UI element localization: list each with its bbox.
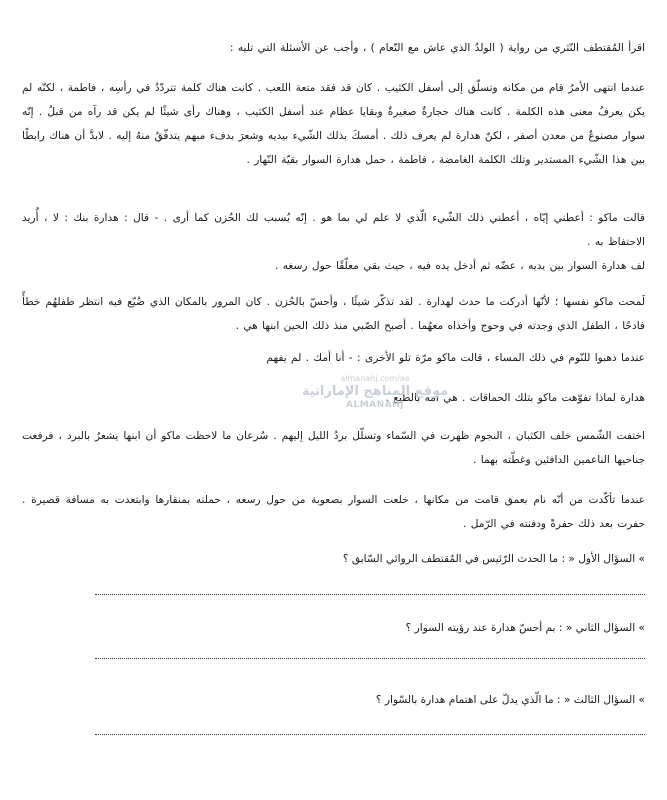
answer-line-2[interactable] xyxy=(95,646,645,659)
passage-paragraph-2: قالت ماكو : أعطني إيّاه ، أعطني ذلك الشّيء الّذي لا علم لي بما هو . إنّه يُسبب لك الحُزن كما أرى . - قال : هدارة بنك : لا ، أُريد الاحتفاظ به . xyxy=(22,212,645,248)
question-3: » السؤال الثالث « : ما الّذي يدلّ على اهتمام هدارة بالسّوار ؟ xyxy=(375,694,645,706)
question-2: » السؤال الثاني « : بم أحسّ هدارة عند رؤيته السوار ؟ xyxy=(405,622,645,634)
passage-paragraph-8: عندما تأكّدت من أنّه نام بعمق قامت من مكانها ، خلعت السوار بصعوبة من حول رسغه ، حملته بمنقارها وابتعدت به مسافة قصيرة . حفرت بعد ذلك حفرةً ودفنته في الرّمل . xyxy=(22,494,645,530)
watermark-arabic: موقع المناهج الإماراتية xyxy=(301,384,449,399)
passage-paragraph-3: لف هدارة السوار بين يديه ، عضّه ثم أدخل يده فيه ، حيث بقي معلّقًا حول رسغه . xyxy=(275,260,645,272)
site-watermark xyxy=(300,374,450,411)
answer-line-1[interactable] xyxy=(95,582,645,595)
passage-paragraph-5: عندما ذهبوا للنّوم في ذلك المساء ، قالت ماكو مرّة تلو الأخرى : - أنا أمك . لم يفهم xyxy=(266,352,645,364)
question-1: » السؤال الأول « : ما الحدث الرّئيس في المُقتطف الروائي السّابق ؟ xyxy=(342,553,645,565)
passage-paragraph-7: اختفت الشّمس خلف الكثبان ، النجوم ظهرت في السّماء وتسلّل بردُ الليل إليهم . سُرعان ما لاحظت ماكو أن ابنها يشعرُ بالبرد ، فرفعت جناحيها الناعمين الدافئين وغطّته بهما . xyxy=(22,430,645,466)
instruction-text: اقرأ المُقتطف النّثري من رواية ( الولدُ الذي عاش مع النّعام ) ، وأجب عن الأسئلة التي تليه : xyxy=(229,42,645,54)
watermark-latin: ALMANAHJ xyxy=(346,400,404,410)
answer-line-3[interactable] xyxy=(95,722,645,735)
watermark-url: almanahj.com/ae xyxy=(340,374,410,383)
passage-paragraph-1: عندما انتهى الأمرُ قام من مكانه وتسلّق إلى أسفل الكثيب . كان قد فقد متعة اللعب . كانت هناك كلمة تتردّدُ في رأسِه ، فاطمة ، لكنّه لم يكن يعرفُ معنى هذه الكلمة . كانت هناك حجارةٌ صغيرةٌ وبقايا عظام عند أسفل الكثيب ، وهناك رأى شيئًا لم يكن قد رآه من قبلُ . إنّه سوار مصنوعٌ من معدن أصفر ، لكنّ هدارة لم يعرف ذلك . أمسكَ بذلك الشّيء بيديه وشعرَ بدفء مبهم يتدفّقُ منهُ إليه . لابدَّ أن هناك رابطًا بين هذا الشّيء المستدير وتلك الكلمة الغامضة ، فاطمة ، حمل هدارة السوار بقيّة النّهار . xyxy=(22,82,645,166)
passage-paragraph-4: لَمحت ماكو نفسها ؛ لأنّها أدركت ما حدث لهدارة . لقد تذكّر شيئًا ، وأحسّ بالحُزن . كان المرور بالمكان الذي ضُيّع فيه انتظر طفلهُم خطأً فادحًا ، الطفل الذي وجدته في وحوج وأخذاه معهُما . أصبح الصّبي منذ ذلك الحين ابنها هي . xyxy=(22,296,645,332)
passage-paragraph-6: هدارة لماذا تفوّهت ماكو بتلك الحماقات . هي أمه بالطبع . xyxy=(385,392,645,404)
